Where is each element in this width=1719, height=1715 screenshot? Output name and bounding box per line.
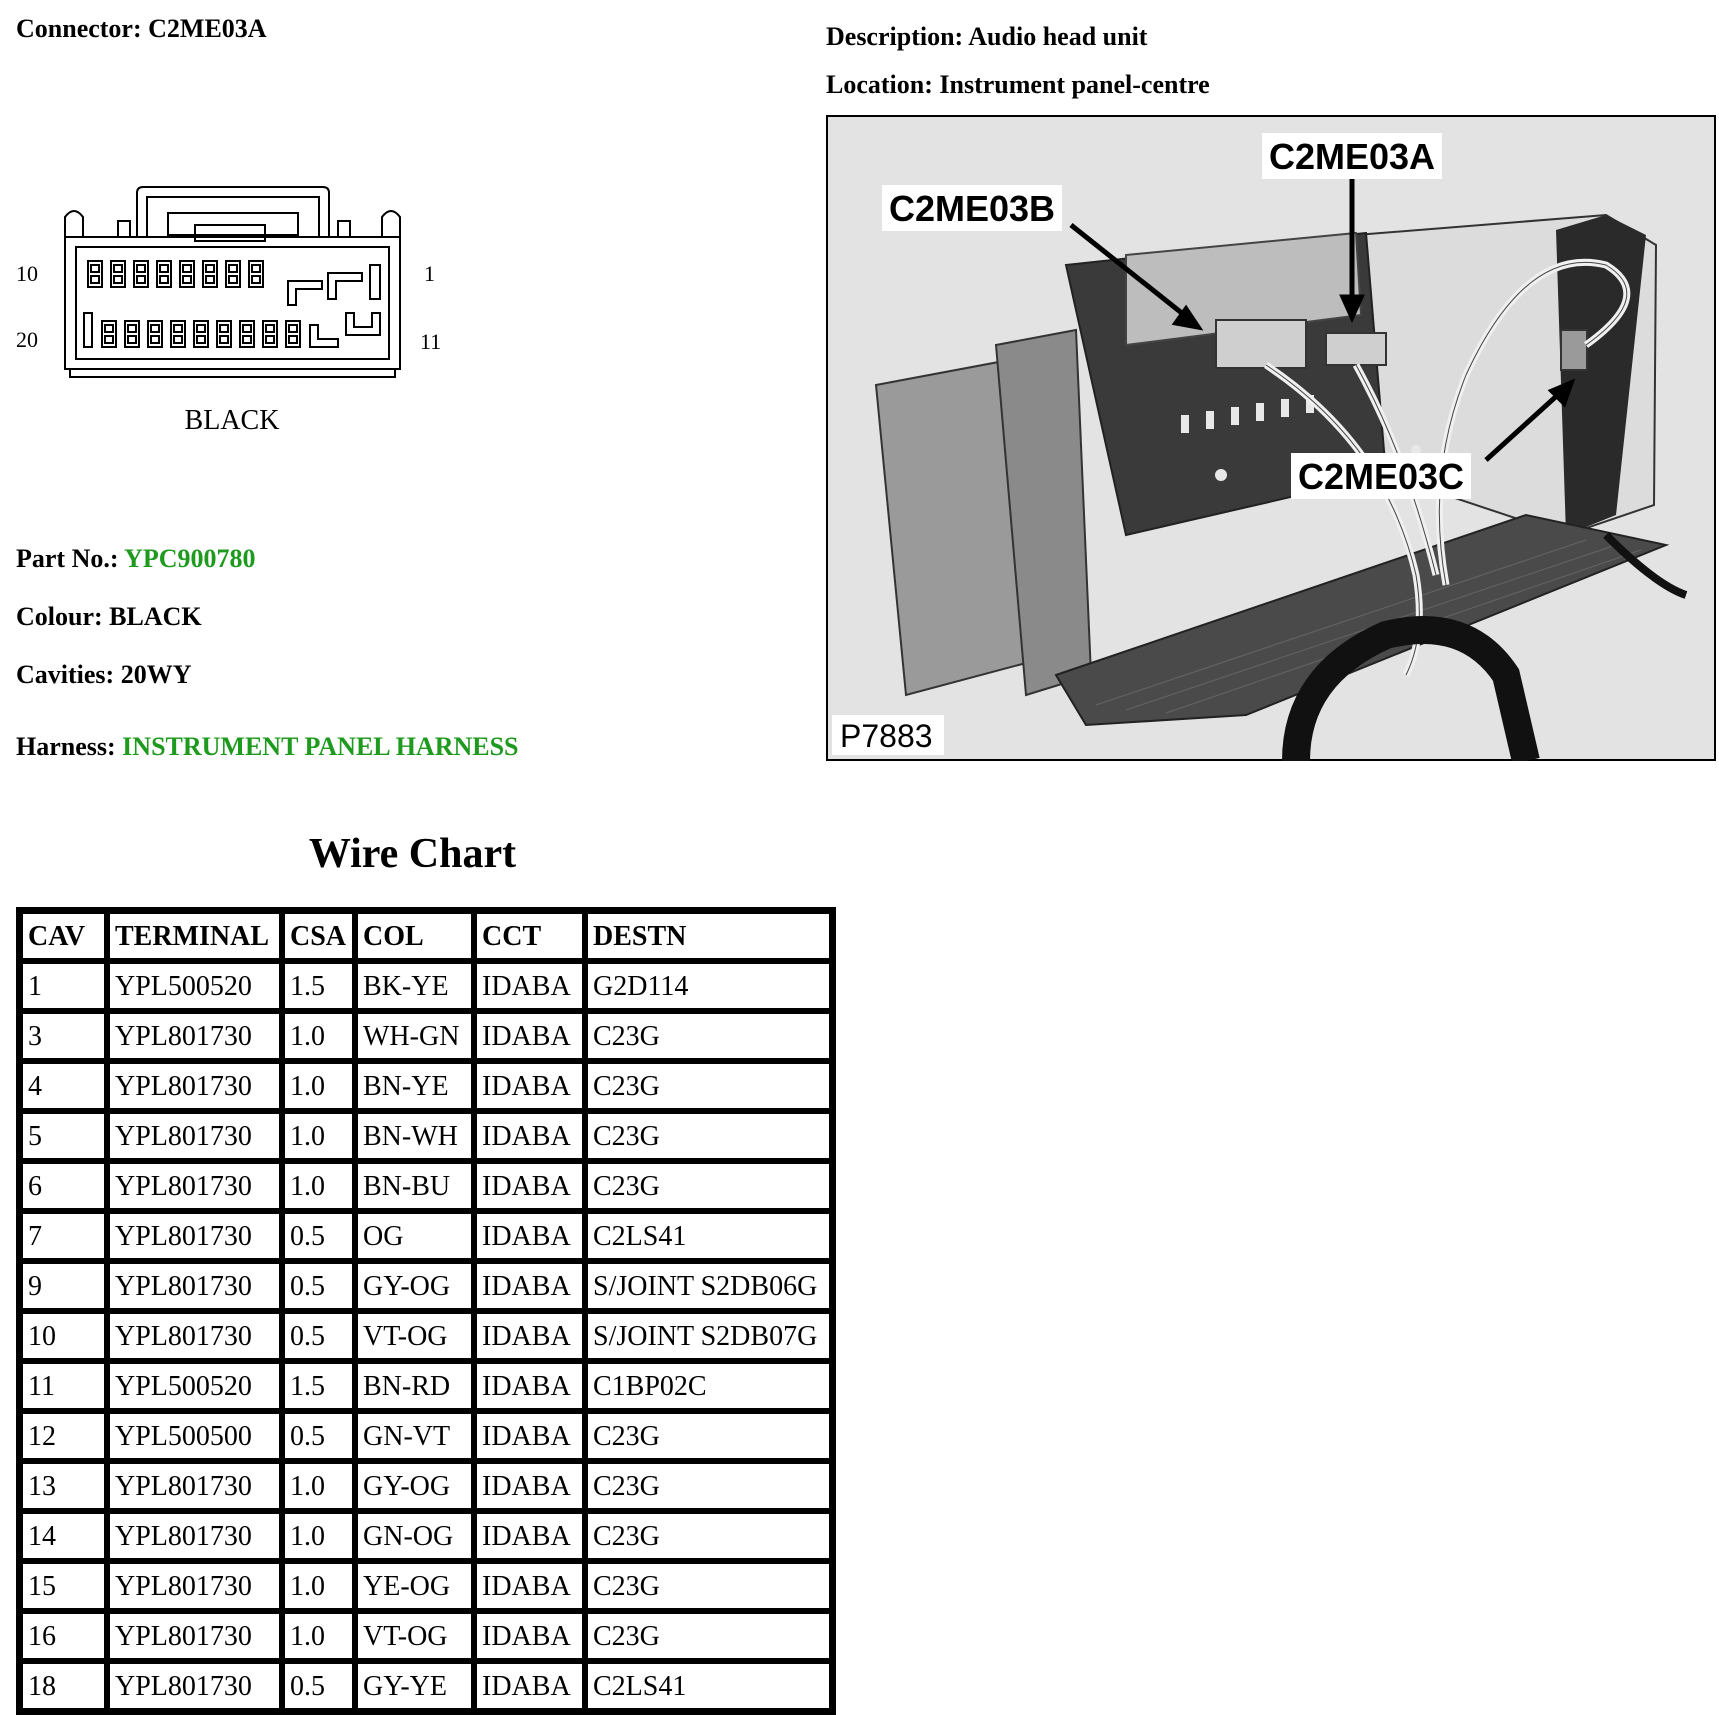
col-header-cct: CCT xyxy=(474,911,585,961)
table-row xyxy=(20,1511,832,1561)
cell-terminal: YPL801730 xyxy=(107,1311,282,1361)
table-row xyxy=(20,1261,832,1311)
table-row xyxy=(20,1311,832,1361)
col-header-cav: CAV xyxy=(20,911,107,961)
table-row xyxy=(20,1111,832,1161)
wire-chart-title: Wire Chart xyxy=(308,831,517,877)
colour-line xyxy=(16,602,202,632)
table-row xyxy=(20,1611,832,1661)
pin-label-11: 11 xyxy=(420,329,442,354)
cell-csa: 1.0 xyxy=(282,1111,355,1161)
table-row xyxy=(20,1211,832,1261)
cell-terminal: YPL801730 xyxy=(107,1261,282,1311)
table-row xyxy=(20,961,832,1011)
cell-col: WH-GN xyxy=(355,1011,474,1061)
cell-cct: IDABA xyxy=(474,1561,585,1611)
cell-cct: IDABA xyxy=(474,1361,585,1411)
description-line xyxy=(826,22,1147,52)
cell-csa: 0.5 xyxy=(282,1411,355,1461)
connector-label: Connector: xyxy=(16,14,142,43)
cell-cav: 7 xyxy=(20,1211,107,1261)
table-row xyxy=(20,1561,832,1611)
cell-terminal: YPL801730 xyxy=(107,1561,282,1611)
table-row xyxy=(20,1661,832,1711)
cell-terminal: YPL801730 xyxy=(107,1461,282,1511)
pin-label-1: 1 xyxy=(424,261,435,286)
cell-col: BN-YE xyxy=(355,1061,474,1111)
cell-cav: 11 xyxy=(20,1361,107,1411)
cell-destn: C23G xyxy=(585,1461,832,1511)
cell-cav: 3 xyxy=(20,1011,107,1061)
connector-value: C2ME03A xyxy=(148,14,267,43)
cell-cct: IDABA xyxy=(474,1161,585,1211)
cell-terminal: YPL500520 xyxy=(107,1361,282,1411)
table-row xyxy=(20,1161,832,1211)
colour-label: Colour: xyxy=(16,602,103,631)
cell-destn: S/JOINT S2DB06G xyxy=(585,1261,832,1311)
col-header-csa: CSA xyxy=(282,911,355,961)
cell-cav: 14 xyxy=(20,1511,107,1561)
pin-label-20: 20 xyxy=(16,327,38,352)
cell-destn: C23G xyxy=(585,1561,832,1611)
cell-cav: 9 xyxy=(20,1261,107,1311)
cell-cct: IDABA xyxy=(474,1111,585,1161)
cell-terminal: YPL500500 xyxy=(107,1411,282,1461)
part-no-label: Part No.: xyxy=(16,544,119,573)
cell-col: GY-OG xyxy=(355,1261,474,1311)
cell-cav: 13 xyxy=(20,1461,107,1511)
cell-csa: 1.0 xyxy=(282,1061,355,1111)
cavities-label: Cavities: xyxy=(16,660,115,689)
cell-csa: 1.0 xyxy=(282,1511,355,1561)
cell-terminal: YPL801730 xyxy=(107,1161,282,1211)
col-header-destn: DESTN xyxy=(585,911,832,961)
cell-destn: C23G xyxy=(585,1511,832,1561)
cell-terminal: YPL801730 xyxy=(107,1511,282,1561)
cell-terminal: YPL500520 xyxy=(107,961,282,1011)
cell-cct: IDABA xyxy=(474,1311,585,1361)
cell-destn: C2LS41 xyxy=(585,1661,832,1711)
cell-cct: IDABA xyxy=(474,1411,585,1461)
table-row xyxy=(20,1461,832,1511)
cell-cct: IDABA xyxy=(474,961,585,1011)
harness-value[interactable]: INSTRUMENT PANEL HARNESS xyxy=(122,732,519,761)
cell-destn: C23G xyxy=(585,1161,832,1211)
description-label: Description: xyxy=(826,22,964,51)
cell-terminal: YPL801730 xyxy=(107,1061,282,1111)
cell-cct: IDABA xyxy=(474,1611,585,1661)
cell-col: BN-RD xyxy=(355,1361,474,1411)
cell-destn: C23G xyxy=(585,1011,832,1061)
cell-csa: 0.5 xyxy=(282,1311,355,1361)
cell-col: BN-WH xyxy=(355,1111,474,1161)
cell-cav: 18 xyxy=(20,1661,107,1711)
bottom-row-cavities xyxy=(84,313,380,347)
cell-col: BN-BU xyxy=(355,1161,474,1211)
cell-cct: IDABA xyxy=(474,1511,585,1561)
table-row xyxy=(20,1411,832,1461)
cell-terminal: YPL801730 xyxy=(107,1111,282,1161)
part-no-value[interactable]: YPC900780 xyxy=(124,544,256,573)
cell-csa: 1.0 xyxy=(282,1611,355,1661)
cell-cav: 1 xyxy=(20,961,107,1011)
cell-terminal: YPL801730 xyxy=(107,1661,282,1711)
photo-reference: P7883 xyxy=(840,718,933,754)
table-row xyxy=(20,1061,832,1111)
cell-terminal: YPL801730 xyxy=(107,1611,282,1661)
cell-cav: 6 xyxy=(20,1161,107,1211)
cell-col: GN-VT xyxy=(355,1411,474,1461)
cell-cav: 10 xyxy=(20,1311,107,1361)
table-header-row xyxy=(20,911,832,961)
cavities-line xyxy=(16,660,191,690)
connector-face-diagram xyxy=(10,185,450,445)
callout-c2me03c: C2ME03C xyxy=(1297,456,1465,497)
cell-cct: IDABA xyxy=(474,1061,585,1111)
callout-c2me03a: C2ME03A xyxy=(1268,136,1436,177)
col-header-col: COL xyxy=(355,911,474,961)
cell-col: YE-OG xyxy=(355,1561,474,1611)
table-row xyxy=(20,1361,832,1411)
table-row xyxy=(20,1011,832,1061)
wire-chart-table xyxy=(16,907,836,1715)
cavities-value: 20WY xyxy=(120,660,192,689)
cell-cct: IDABA xyxy=(474,1661,585,1711)
cell-col: GN-OG xyxy=(355,1511,474,1561)
diagram-colour-caption: BLACK xyxy=(184,405,280,436)
location-value: Instrument panel-centre xyxy=(939,70,1210,99)
cell-csa: 0.5 xyxy=(282,1661,355,1711)
top-row-cavities xyxy=(88,261,380,305)
cell-csa: 1.5 xyxy=(282,1361,355,1411)
cell-cav: 5 xyxy=(20,1111,107,1161)
cell-csa: 0.5 xyxy=(282,1261,355,1311)
cell-terminal: YPL801730 xyxy=(107,1011,282,1061)
cell-csa: 1.0 xyxy=(282,1561,355,1611)
cell-col: OG xyxy=(355,1211,474,1261)
col-header-terminal: TERMINAL xyxy=(107,911,282,961)
cell-destn: S/JOINT S2DB07G xyxy=(585,1311,832,1361)
pin-label-10: 10 xyxy=(16,261,38,286)
cell-destn: C1BP02C xyxy=(585,1361,832,1411)
harness-line xyxy=(16,732,519,762)
cell-destn: C23G xyxy=(585,1611,832,1661)
cell-csa: 1.0 xyxy=(282,1461,355,1511)
cell-csa: 0.5 xyxy=(282,1211,355,1261)
location-line xyxy=(826,70,1210,100)
cell-csa: 1.0 xyxy=(282,1161,355,1211)
cell-cct: IDABA xyxy=(474,1461,585,1511)
cell-col: VT-OG xyxy=(355,1611,474,1661)
cell-col: GY-OG xyxy=(355,1461,474,1511)
colour-value: BLACK xyxy=(109,602,202,631)
cell-cct: IDABA xyxy=(474,1011,585,1061)
cell-col: BK-YE xyxy=(355,961,474,1011)
cell-destn: C23G xyxy=(585,1111,832,1161)
callout-c2me03b: C2ME03B xyxy=(888,188,1056,229)
cell-cct: IDABA xyxy=(474,1211,585,1261)
cell-csa: 1.0 xyxy=(282,1011,355,1061)
harness-label: Harness: xyxy=(16,732,116,761)
location-label: Location: xyxy=(826,70,933,99)
cell-destn: C23G xyxy=(585,1061,832,1111)
cell-destn: G2D114 xyxy=(585,961,832,1011)
cell-cav: 15 xyxy=(20,1561,107,1611)
cell-terminal: YPL801730 xyxy=(107,1211,282,1261)
connector-line xyxy=(16,14,267,44)
cell-csa: 1.5 xyxy=(282,961,355,1011)
description-value: Audio head unit xyxy=(968,22,1148,51)
cell-destn: C2LS41 xyxy=(585,1211,832,1261)
part-no-line xyxy=(16,544,256,574)
cell-cav: 4 xyxy=(20,1061,107,1111)
cell-cav: 12 xyxy=(20,1411,107,1461)
cell-destn: C23G xyxy=(585,1411,832,1461)
location-photo xyxy=(826,115,1716,761)
cell-col: VT-OG xyxy=(355,1311,474,1361)
cell-cav: 16 xyxy=(20,1611,107,1661)
cell-col: GY-YE xyxy=(355,1661,474,1711)
cell-cct: IDABA xyxy=(474,1261,585,1311)
